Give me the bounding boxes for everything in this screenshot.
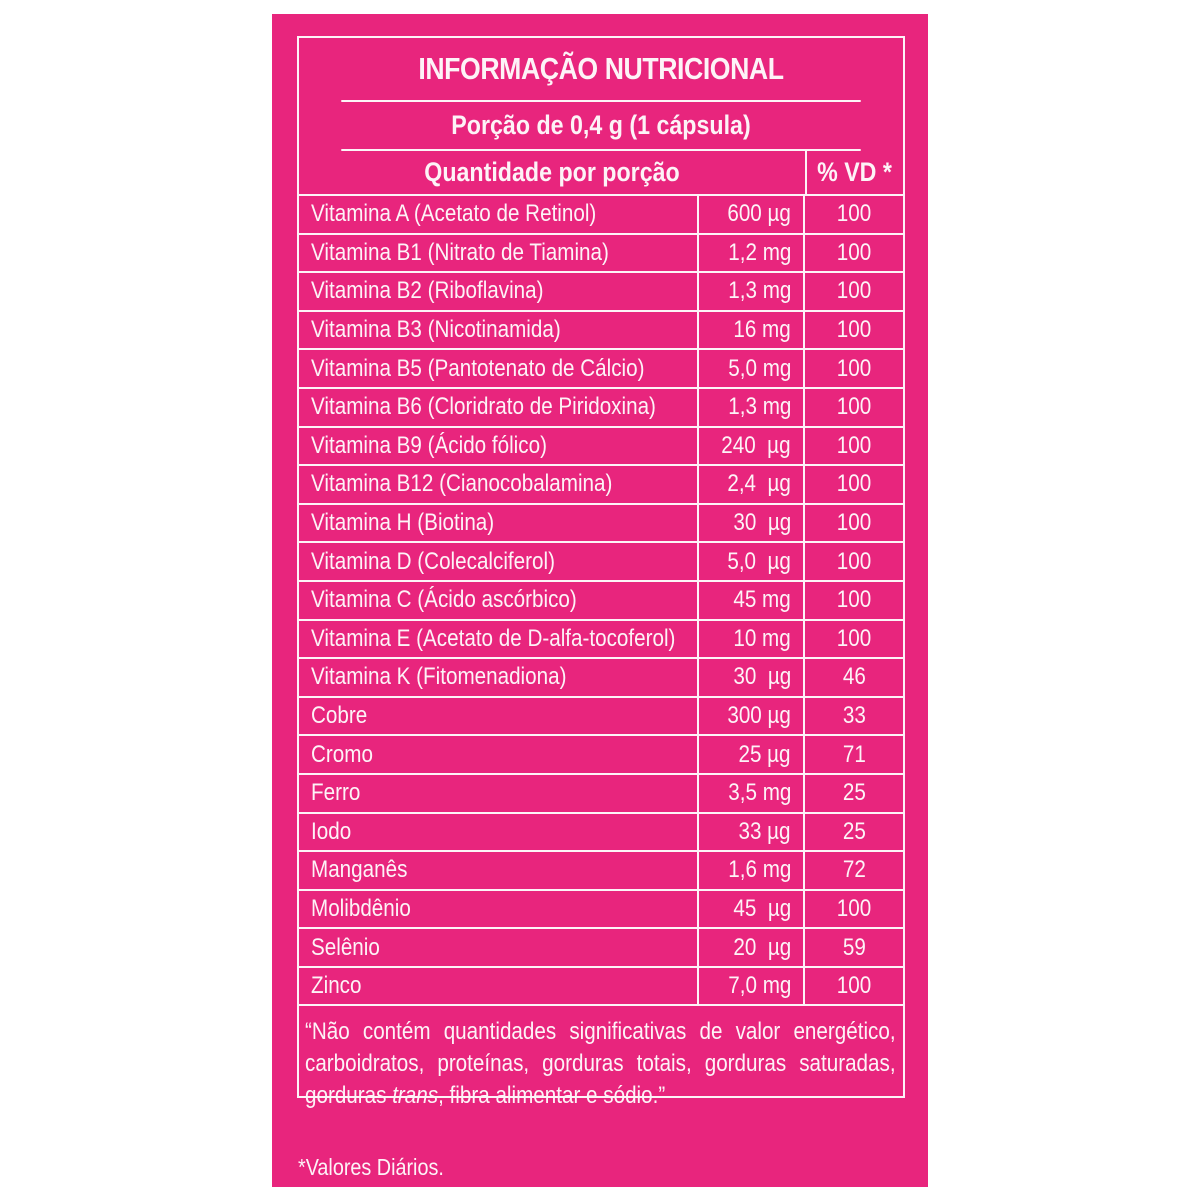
nutrient-amount: 45 mg [733, 586, 791, 614]
nutrient-amount-cell [699, 196, 805, 233]
nutrient-name-cell [299, 312, 699, 349]
nutrient-name: Vitamina B1 (Nitrato de Tiamina) [311, 238, 609, 266]
nutrient-name-cell [299, 968, 699, 1005]
nutrient-name: Vitamina H (Biotina) [311, 509, 495, 537]
table-row [299, 543, 903, 582]
nutrient-vd-cell [805, 621, 903, 658]
nutrient-vd: 100 [836, 431, 872, 459]
nutrient-amount-cell [699, 389, 805, 426]
nutrient-name-cell [299, 814, 699, 851]
nutrient-amount: 2,4 µg [727, 470, 791, 498]
nutrient-amount: 33 µg [738, 817, 791, 845]
vd-column-header-label: % VD * [817, 157, 893, 187]
nutrient-name: Vitamina E (Acetato de D-alfa-tocoferol) [311, 624, 676, 652]
table-title: INFORMAÇÃO NUTRICIONAL [341, 38, 860, 102]
nutrient-name-cell [299, 929, 699, 966]
nutrient-amount: 1,3 mg [727, 277, 791, 305]
footnote-after: , fibra alimentar e sódio.” [438, 1082, 666, 1110]
nutrient-name-cell [299, 196, 699, 233]
nutrient-name: Zinco [311, 972, 362, 1000]
nutrient-name: Vitamina B2 (Riboflavina) [311, 277, 544, 305]
nutrient-name: Vitamina B3 (Nicotinamida) [311, 316, 561, 344]
nutrient-amount: 5,0 mg [727, 354, 791, 382]
table-row [299, 466, 903, 505]
nutrient-vd: 100 [836, 586, 872, 614]
footnote-italic: trans [392, 1082, 439, 1110]
table-row [299, 659, 903, 698]
nutrient-amount-cell [699, 621, 805, 658]
nutrient-amount-cell [699, 543, 805, 580]
table-row [299, 775, 903, 814]
nutrient-vd: 100 [836, 238, 872, 266]
nutrient-amount-cell [699, 235, 805, 272]
nutrient-name: Cromo [311, 740, 373, 768]
nutrient-vd-cell [805, 852, 903, 889]
nutrient-vd: 100 [836, 547, 872, 575]
table-row [299, 736, 903, 775]
nutrient-vd-cell [805, 235, 903, 272]
nutrient-amount-cell [699, 968, 805, 1005]
nutrient-amount-cell [699, 505, 805, 542]
portion-size: Porção de 0,4 g (1 cápsula) [341, 102, 860, 151]
nutrient-vd: 100 [836, 624, 872, 652]
nutrient-vd: 100 [836, 509, 872, 537]
table-row [299, 196, 903, 235]
nutrient-name-cell [299, 852, 699, 889]
table-row [299, 698, 903, 737]
nutrient-amount-cell [699, 891, 805, 928]
nutrient-name-cell [299, 659, 699, 696]
nutrient-vd-cell [805, 389, 903, 426]
nutrient-amount: 25 µg [738, 740, 791, 768]
nutrient-vd: 46 [842, 663, 866, 691]
nutrient-amount: 45 µg [733, 894, 791, 922]
nutrient-name-cell [299, 235, 699, 272]
nutrient-vd-cell [805, 736, 903, 773]
nutrient-vd: 100 [836, 393, 872, 421]
nutrient-vd-cell [805, 196, 903, 233]
nutrient-name: Vitamina B12 (Cianocobalamina) [311, 470, 613, 498]
nutrient-amount-cell [699, 428, 805, 465]
footnote [299, 1006, 903, 1112]
nutrition-table [297, 36, 905, 1110]
nutrient-vd-cell [805, 350, 903, 387]
nutrient-name-cell [299, 775, 699, 812]
nutrient-amount: 1,2 mg [727, 238, 791, 266]
nutrient-name: Vitamina D (Colecalciferol) [311, 547, 555, 575]
nutrient-name: Iodo [311, 817, 352, 845]
table-row [299, 852, 903, 891]
table-row [299, 350, 903, 389]
nutrient-amount: 5,0 µg [727, 547, 791, 575]
nutrient-vd-cell [805, 466, 903, 503]
nutrient-vd-cell [805, 891, 903, 928]
nutrient-vd-cell [805, 428, 903, 465]
column-header-row [299, 151, 903, 196]
table-row [299, 621, 903, 660]
nutrient-amount-cell [699, 736, 805, 773]
nutrient-amount-cell [699, 312, 805, 349]
nutrient-name-cell [299, 698, 699, 735]
table-row [299, 273, 903, 312]
table-row [299, 968, 903, 1007]
nutrient-amount: 7,0 mg [727, 972, 791, 1000]
nutrient-name-cell [299, 505, 699, 542]
nutrient-amount: 3,5 mg [727, 779, 791, 807]
nutrient-name: Selênio [311, 933, 380, 961]
nutrient-name-cell [299, 428, 699, 465]
nutrient-name: Vitamina B5 (Pantotenato de Cálcio) [311, 354, 645, 382]
nutrient-vd: 25 [842, 817, 866, 845]
nutrient-vd: 25 [842, 779, 866, 807]
nutrient-amount: 16 mg [733, 316, 791, 344]
nutrient-vd-cell [805, 505, 903, 542]
nutrient-vd-cell [805, 968, 903, 1005]
nutrient-name-cell [299, 543, 699, 580]
nutrient-name: Cobre [311, 702, 368, 730]
nutrient-amount: 300 µg [727, 702, 791, 730]
table-row [299, 891, 903, 930]
nutrient-amount: 1,3 mg [727, 393, 791, 421]
nutrient-vd: 72 [842, 856, 866, 884]
nutrient-amount: 10 mg [733, 624, 791, 652]
nutrient-vd: 100 [836, 972, 872, 1000]
footnote-text [305, 1016, 896, 1112]
nutrient-vd: 71 [842, 740, 866, 768]
nutrient-amount: 30 µg [733, 663, 791, 691]
nutrient-vd-cell [805, 273, 903, 310]
nutrient-name: Molibdênio [311, 894, 411, 922]
nutrient-amount-cell [699, 852, 805, 889]
nutrient-amount-cell [699, 582, 805, 619]
nutrient-vd-cell [805, 312, 903, 349]
nutrient-vd: 100 [836, 200, 872, 228]
nutrient-name: Vitamina B6 (Cloridrato de Piridoxina) [311, 393, 656, 421]
nutrient-rows [299, 196, 903, 1006]
nutrient-amount-cell [699, 659, 805, 696]
nutrient-name-cell [299, 273, 699, 310]
nutrient-name-cell [299, 582, 699, 619]
table-row [299, 389, 903, 428]
nutrient-name: Vitamina B9 (Ácido fólico) [311, 431, 547, 459]
nutrient-amount: 30 µg [733, 509, 791, 537]
table-row [299, 929, 903, 968]
nutrient-amount-cell [699, 929, 805, 966]
nutrient-name-cell [299, 621, 699, 658]
nutrient-vd: 59 [842, 933, 866, 961]
nutrient-name: Ferro [311, 779, 361, 807]
table-row [299, 505, 903, 544]
nutrient-vd-cell [805, 582, 903, 619]
nutrient-vd: 100 [836, 470, 872, 498]
nutrient-vd: 100 [836, 894, 872, 922]
quantity-column-header: Quantidade por porção [424, 157, 680, 187]
table-row [299, 582, 903, 621]
nutrient-vd: 100 [836, 316, 872, 344]
table-row [299, 814, 903, 853]
nutrient-amount-cell [699, 775, 805, 812]
nutrient-name-cell [299, 891, 699, 928]
nutrient-vd-cell [805, 814, 903, 851]
nutrient-name: Vitamina A (Acetato de Retinol) [311, 200, 597, 228]
nutrient-name-cell [299, 350, 699, 387]
nutrient-vd-cell [805, 659, 903, 696]
nutrient-name: Vitamina K (Fitomenadiona) [311, 663, 567, 691]
nutrient-name: Vitamina C (Ácido ascórbico) [311, 586, 577, 614]
table-row [299, 428, 903, 467]
nutrient-amount: 600 µg [727, 200, 791, 228]
table-row [299, 312, 903, 351]
nutrient-amount: 20 µg [733, 933, 791, 961]
nutrition-label [272, 14, 928, 1187]
nutrient-vd: 100 [836, 354, 872, 382]
nutrient-vd: 100 [836, 277, 872, 305]
nutrient-vd-cell [805, 698, 903, 735]
nutrient-name: Manganês [311, 856, 408, 884]
nutrient-amount: 240 µg [721, 431, 791, 459]
nutrient-name-cell [299, 389, 699, 426]
nutrient-name-cell [299, 736, 699, 773]
nutrient-amount-cell [699, 273, 805, 310]
nutrient-name-cell [299, 466, 699, 503]
table-row [299, 235, 903, 274]
nutrient-amount-cell [699, 814, 805, 851]
nutrient-vd-cell [805, 775, 903, 812]
vd-column-header [805, 151, 903, 194]
nutrient-vd: 33 [842, 702, 866, 730]
daily-values-note: *Valores Diários. [298, 1154, 444, 1180]
nutrient-vd-cell [805, 543, 903, 580]
nutrient-amount-cell [699, 350, 805, 387]
footnote-before: “Não contém quantidades significativas de valor energético, carboidratos, proteínas, gorduras totais, gorduras saturadas, gorduras [305, 1018, 896, 1110]
nutrient-vd-cell [805, 929, 903, 966]
nutrient-amount-cell [699, 466, 805, 503]
nutrient-amount-cell [699, 698, 805, 735]
nutrient-amount: 1,6 mg [727, 856, 791, 884]
